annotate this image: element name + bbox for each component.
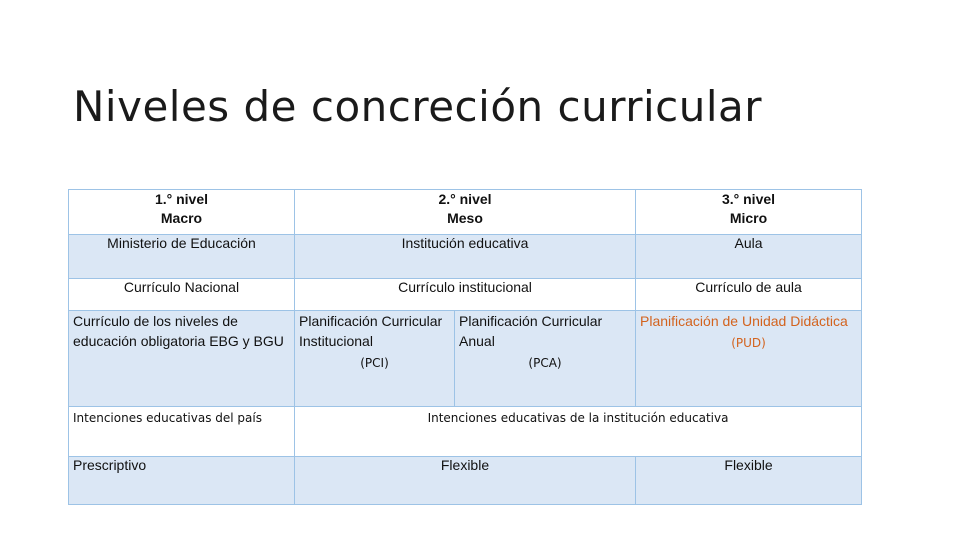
- concretion-levels-table: [68, 189, 862, 505]
- header-level-2-name: Meso: [447, 210, 483, 226]
- header-level-3-name: Micro: [729, 210, 768, 226]
- cell-curriculum-meso: Currículo institucional: [295, 279, 636, 311]
- header-level-2-number: 2.° nivel: [438, 191, 492, 207]
- cell-planning-pci: [295, 311, 455, 407]
- table-row-scope: [69, 235, 862, 279]
- pci-abbreviation: (PCI): [360, 356, 389, 370]
- cell-character-meso: Flexible: [295, 457, 636, 505]
- cell-curriculum-micro: Currículo de aula: [636, 279, 862, 311]
- pci-label: Planificación Curricular Institucional: [299, 313, 443, 349]
- cell-scope-micro: Aula: [636, 235, 862, 279]
- cell-planning-pud: [636, 311, 862, 407]
- table-row-planning: [69, 311, 862, 407]
- header-level-1-name: Macro: [160, 210, 203, 226]
- table-row-character: [69, 457, 862, 505]
- header-level-1-number: 1.° nivel: [154, 191, 209, 207]
- pud-label: Planificación de Unidad Didáctica: [640, 313, 848, 329]
- cell-character-micro: Flexible: [636, 457, 862, 505]
- cell-character-macro: Prescriptivo: [69, 457, 295, 505]
- cell-scope-macro: Ministerio de Educación: [69, 235, 295, 279]
- table-header-row: [69, 190, 862, 235]
- cell-curriculum-macro: Currículo Nacional: [69, 279, 295, 311]
- cell-planning-pca: [455, 311, 636, 407]
- cell-planning-macro: Currículo de los niveles de educación obligatoria EBG y BGU: [69, 311, 295, 407]
- cell-intentions-country: Intenciones educativas del país: [69, 407, 295, 457]
- pud-abbreviation: (PUD): [731, 336, 766, 350]
- cell-scope-meso: Institución educativa: [295, 235, 636, 279]
- header-level-3: [636, 190, 862, 235]
- header-level-1: [69, 190, 295, 235]
- slide-title: Niveles de concreción curricular: [73, 82, 763, 131]
- cell-intentions-institution: Intenciones educativas de la institución educativa: [295, 407, 862, 457]
- header-level-3-number: 3.° nivel: [721, 191, 776, 207]
- pca-abbreviation: (PCA): [528, 356, 562, 370]
- table-row-intentions: [69, 407, 862, 457]
- header-level-2: [295, 190, 636, 235]
- pca-label: Planificación Curricular Anual: [459, 313, 603, 349]
- table-row-curriculum: [69, 279, 862, 311]
